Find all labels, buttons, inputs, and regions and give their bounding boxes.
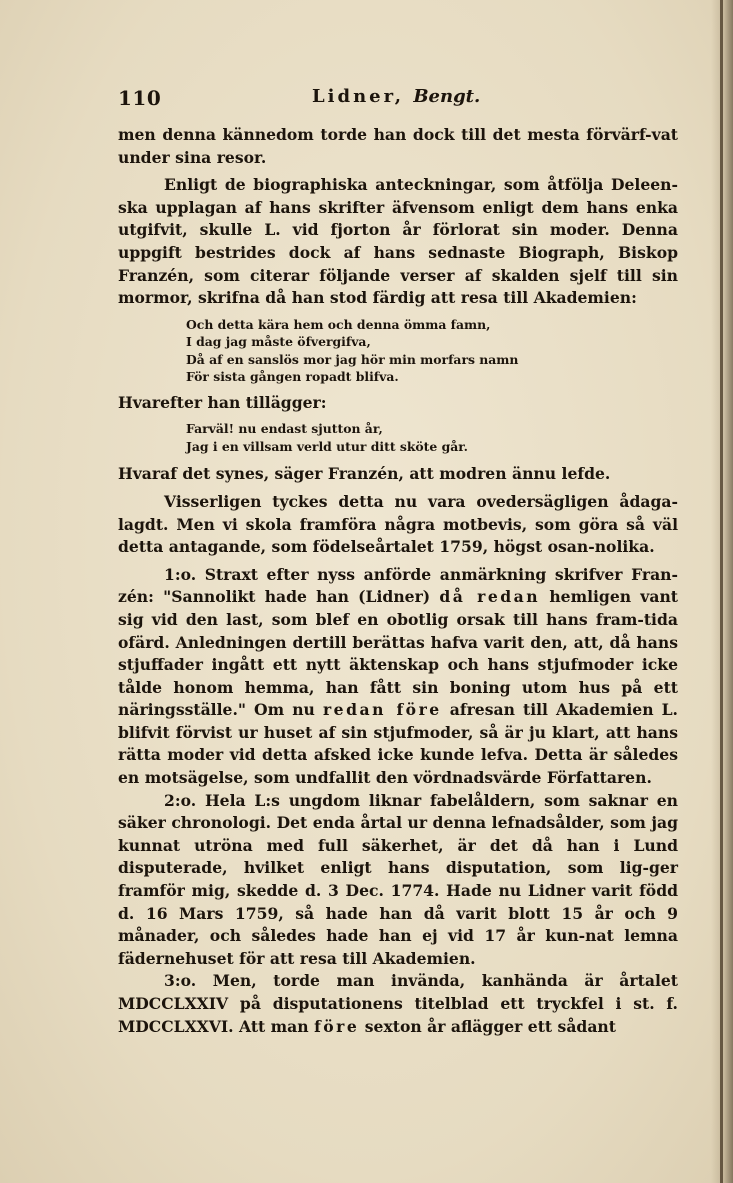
page-header <box>118 86 678 112</box>
running-head-given-name: Bengt. <box>413 86 481 107</box>
paragraph <box>118 970 678 1038</box>
text-run: 1:o. Straxt efter nyss anförde anmärkning skrifver Fran-zén: "Sannolikt hade han (Lidner) <box>118 564 678 607</box>
paragraph: 2:o. Hela L:s ungdom liknar fabelåldern, som saknar en säker chronologi. Det enda årtal ur denna lefnadsålder, som jag kunnat utröna med full säkerhet, är det då han i Lund disputerade, hvilket enligt hans disputation, som lig-ger framför mig, skedde d. 3 Dec. 1774. Hade nu Lidner varit född d. 16 Mars 1759, så hade han då varit blott 15 år och 9 månader, och således hade han ej vid 17 år kun-nat lemna fädernehuset för att resa till Akademien. <box>118 790 678 968</box>
verse-line: Och detta kära hem och denna ömma famn, <box>186 316 491 332</box>
verse-quote <box>186 316 678 386</box>
paragraph: men denna kännedom torde han dock till det mesta förvärf-vat under sina resor. <box>118 125 678 167</box>
running-head-name: Lidner, <box>312 86 405 107</box>
text-run: hemligen vant sig vid den last, som blef en obotlig orsak till hans fram-tida ofärd. Anledningen dertill berättas hafva varit den, att, då hans stjuffader ingått ett nytt äktenskap och hans stjufmoder icke tålde honom hemma, han fått sin boning utom hus på ett näringsställe." Om nu <box>118 587 679 720</box>
verse-quote <box>186 420 678 455</box>
spaced-emphasis: före <box>314 1016 360 1036</box>
spaced-emphasis: redan före <box>322 700 442 720</box>
verse-line: Då af en sanslös mor jag hör min morfars namn <box>186 351 519 367</box>
paragraph <box>118 564 678 790</box>
page-number: 110 <box>118 86 162 110</box>
verse-line: För sista gången ropadt blifva. <box>186 369 399 385</box>
running-head <box>312 86 480 107</box>
body-text <box>118 124 678 1038</box>
verse-line: Farväl! nu endast sjutton år, <box>186 421 383 437</box>
text-run: sexton år aflägger ett sådant <box>364 1016 616 1036</box>
book-spine-edge <box>720 0 723 1183</box>
verse-line: Jag i en villsam verld utur ditt sköte går. <box>186 438 468 454</box>
spaced-emphasis: då redan <box>439 587 541 607</box>
text-run: 3:o. Men, torde man invända, kanhända är årtalet MDCCLXXIV på disputationens titelblad ett tryckfel i st. f. MDCCLXXVI. Att man <box>118 971 678 1036</box>
text-run: afresan till Akademien L. blifvit förvist ur huset af sin stjufmoder, så är ju klart, att hans rätta moder vid detta afsked icke kunde lefva. Detta är således en motsägelse, som undfallit den vördnadsvärde Författaren. <box>118 700 678 788</box>
paragraph: Hvarefter han tillägger: <box>118 392 327 412</box>
paragraph: Enligt de biographiska anteckningar, som åtfölja Deleen-ska upplagan af hans skrifter äfvensom enligt dem hans enka utgifvit, skulle L. vid fjorton år förlorat sin moder. Denna uppgift bestrides dock af hans sednaste Biograph, Biskop Franzén, som citerar följande verser af skalden sjelf till sin mormor, skrifna då han stod färdig att resa till Akademien: <box>118 175 678 308</box>
paragraph: Visserligen tyckes detta nu vara ovedersägligen ådaga-lagdt. Men vi skola framföra några motbevis, som göra så väl detta antagande, som födelseårtalet 1759, högst osan-nolika. <box>118 491 678 557</box>
verse-line: I dag jag måste öfvergifva, <box>186 334 371 350</box>
paragraph: Hvaraf det synes, säger Franzén, att modren ännu lefde. <box>118 464 611 484</box>
